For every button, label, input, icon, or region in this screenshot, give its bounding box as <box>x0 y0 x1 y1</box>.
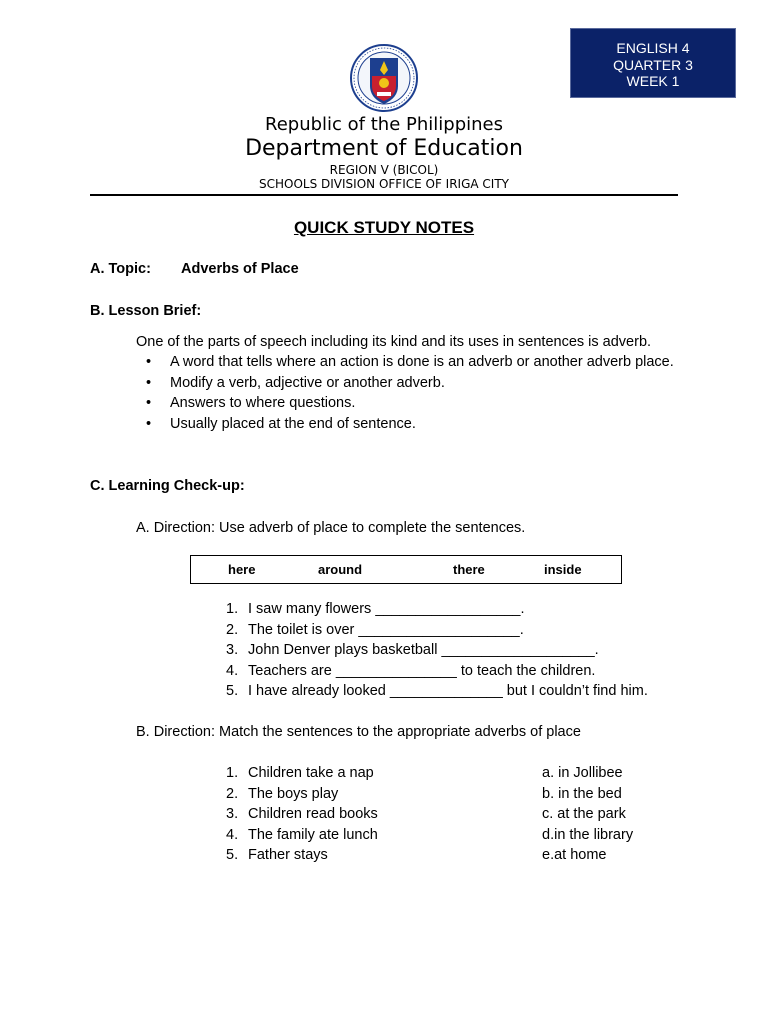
list-item: 3. Children read books <box>226 806 378 822</box>
word-bank-item: there <box>453 562 485 577</box>
checkup-label: C. Learning Check-up: <box>90 478 245 494</box>
list-item: 2. The toilet is over ____________________. <box>226 621 524 638</box>
list-item: 4. The family ate lunch <box>226 826 378 843</box>
lesson-brief-label: B. Lesson Brief: <box>90 303 202 319</box>
grade-badge <box>570 28 736 98</box>
topic-label: A. Topic: <box>90 261 151 277</box>
header-divider <box>90 194 678 196</box>
topic-value: Adverbs of Place <box>181 261 299 277</box>
republic-heading: Republic of the Philippines <box>265 114 503 135</box>
list-item: a. in Jollibee <box>542 765 623 781</box>
list-item: 5. I have already looked ______________ but I couldn’t find him. <box>226 683 648 699</box>
list-item: e.at home <box>542 847 607 863</box>
list-item: 1. I saw many flowers __________________. <box>226 601 525 617</box>
match-sentences <box>226 763 378 866</box>
word-bank <box>190 555 622 584</box>
region-heading: REGION V (BICOL) <box>329 163 439 177</box>
list-item: • Modify a verb, adjective or another adverb. <box>136 373 676 394</box>
division-heading: SCHOOLS DIVISION OFFICE OF IRIGA CITY <box>259 177 509 191</box>
bullet-icon: • <box>146 374 152 391</box>
lesson-intro: One of the parts of speech including its kind and its uses in sentences is adverb. <box>136 334 652 350</box>
bullet-icon: • <box>146 415 152 432</box>
list-item: 5. Father stays <box>226 847 328 863</box>
list-item: b. in the bed <box>542 785 622 802</box>
word-bank-item: here <box>228 562 256 577</box>
page-title: QUICK STUDY NOTES <box>293 218 475 237</box>
match-choices <box>542 763 633 866</box>
list-item: d.in the library <box>542 826 634 843</box>
bullet-icon: • <box>146 354 152 370</box>
word-bank-item: inside <box>544 562 582 577</box>
badge-quarter: QUARTER 3 <box>613 56 693 73</box>
direction-a: A. Direction: Use adverb of place to complete the sentences. <box>136 520 526 536</box>
direction-b: B. Direction: Match the sentences to the appropriate adverbs of place <box>136 724 581 740</box>
list-item: 1. Children take a nap <box>226 765 374 781</box>
bullet-icon: • <box>146 395 152 411</box>
list-item: 4. Teachers are _______________ to teach the children. <box>226 662 596 679</box>
list-item: c. at the park <box>542 806 626 822</box>
list-item: 3. John Denver plays basketball ___________________. <box>226 642 599 658</box>
badge-week: WEEK 1 <box>626 73 680 89</box>
list-item: • A word that tells where an action is done is an adverb or another adverb place. <box>136 352 676 373</box>
list-item: • Answers to where questions. <box>136 393 676 414</box>
badge-subject: ENGLISH 4 <box>616 40 690 56</box>
fill-in-list <box>226 599 648 702</box>
department-heading: Department of Education <box>245 136 523 161</box>
word-bank-item: around <box>318 562 363 577</box>
list-item: • Usually placed at the end of sentence. <box>136 414 676 435</box>
deped-seal-icon <box>350 42 418 114</box>
list-item: 2. The boys play <box>226 785 339 802</box>
lesson-bullets <box>136 352 676 434</box>
